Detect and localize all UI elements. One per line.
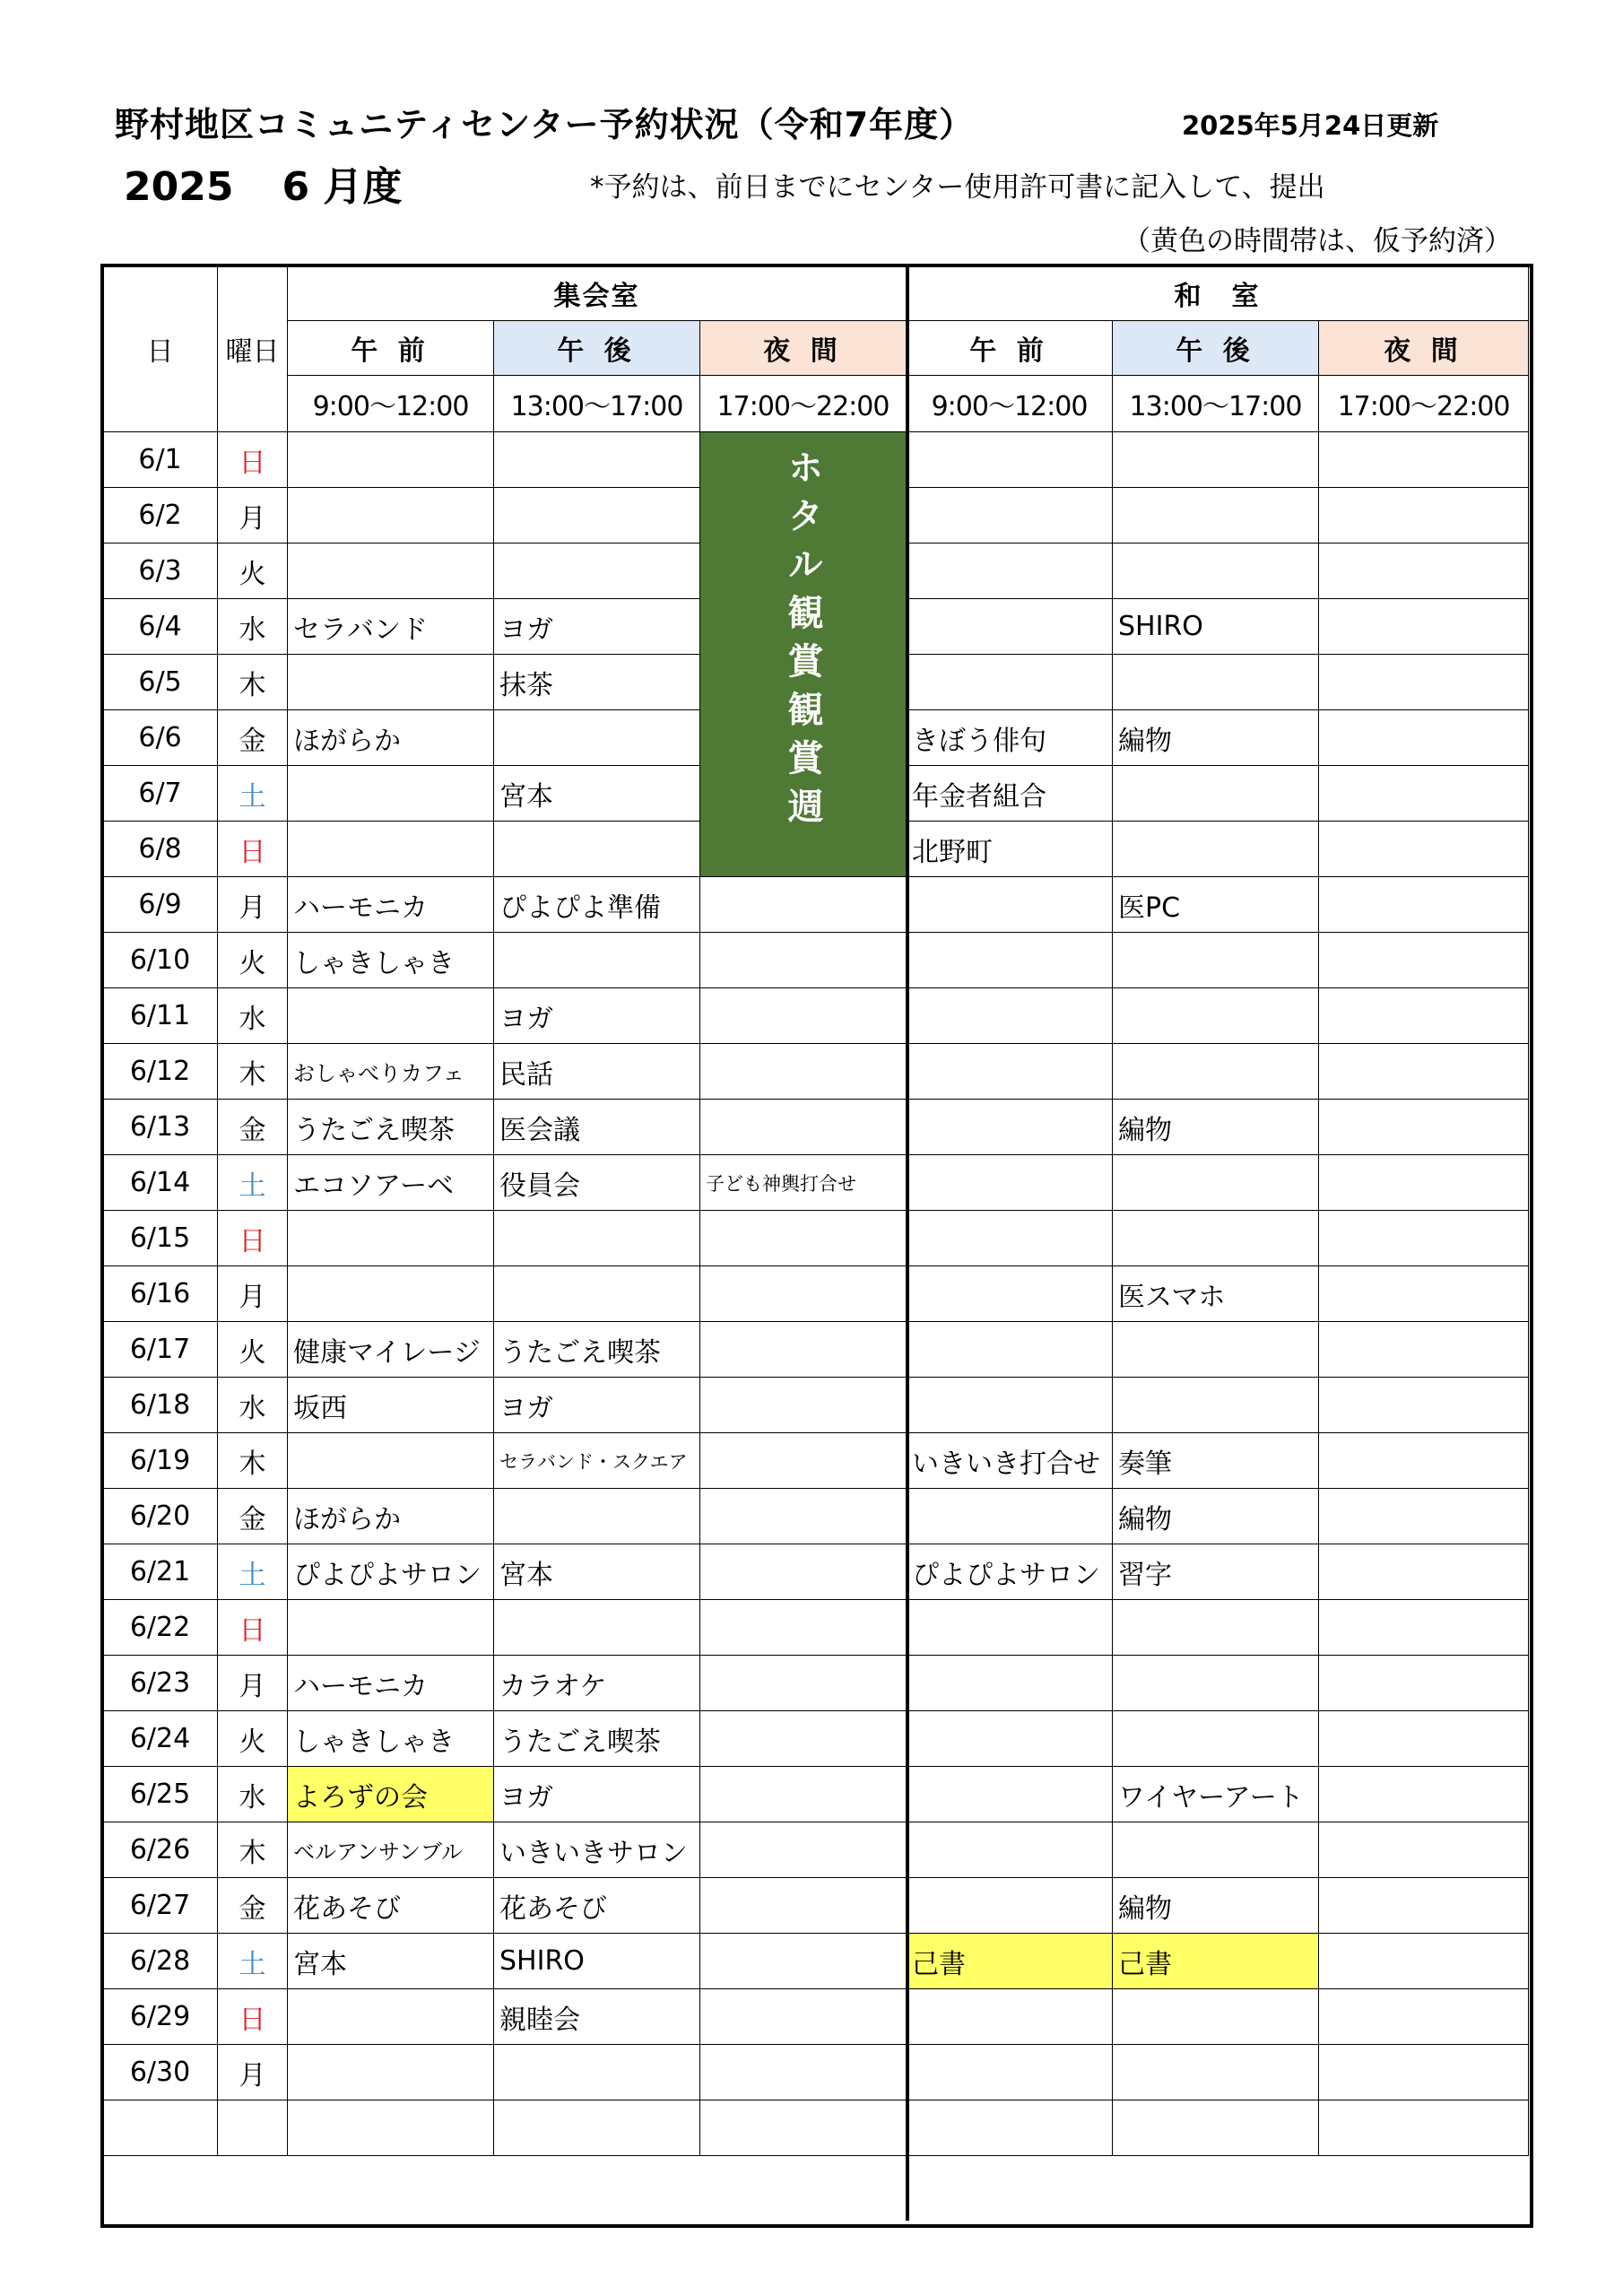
room-a-pm-cell: ヨガ bbox=[494, 988, 700, 1044]
time-a-am: 9:00～12:00 bbox=[288, 376, 494, 432]
slot-a-pm: 午 後 bbox=[494, 321, 700, 376]
table-row bbox=[103, 1767, 1529, 1822]
room-b-night-cell bbox=[1319, 432, 1529, 488]
dow-cell: 日 bbox=[218, 822, 288, 877]
room-b-pm-cell: 編物 bbox=[1113, 1100, 1319, 1155]
dow-cell: 水 bbox=[218, 1378, 288, 1433]
room-b-night-cell bbox=[1319, 1656, 1529, 1711]
room-a-pm-cell: 医会議 bbox=[494, 1100, 700, 1155]
room-a-am-cell: ハーモニカ bbox=[288, 877, 494, 933]
room-a-pm-cell: セラバンド・スクエア bbox=[494, 1433, 700, 1489]
room-b-pm-cell: 編物 bbox=[1113, 710, 1319, 766]
slot-b-am: 午 前 bbox=[907, 321, 1113, 376]
room-b-night-cell bbox=[1319, 2045, 1529, 2100]
table-row bbox=[103, 1433, 1529, 1489]
room-b-night-cell bbox=[1319, 544, 1529, 599]
room-b-am-cell bbox=[907, 1822, 1113, 1878]
room-a-pm-cell bbox=[494, 933, 700, 988]
room-b-night-cell bbox=[1319, 488, 1529, 544]
reservation-note: *予約は、前日までにセンター使用許可書に記入して、提出 bbox=[590, 171, 1325, 204]
room-b-am-cell bbox=[907, 1711, 1113, 1767]
dow-cell: 木 bbox=[218, 1044, 288, 1100]
room-b-pm-cell: 編物 bbox=[1113, 1489, 1319, 1544]
room-b-pm-cell: 編物 bbox=[1113, 1878, 1319, 1934]
dow-cell: 日 bbox=[218, 1211, 288, 1266]
date-cell: 6/24 bbox=[103, 1711, 218, 1767]
room-a-night-cell bbox=[700, 1656, 907, 1711]
room-a-pm-cell: ヨガ bbox=[494, 599, 700, 655]
room-b-night-cell bbox=[1319, 1100, 1529, 1155]
room-b-night-cell bbox=[1319, 1322, 1529, 1378]
table-row bbox=[103, 1266, 1529, 1322]
room-b-am-cell bbox=[907, 488, 1113, 544]
room-a-night-cell bbox=[700, 1266, 907, 1322]
room-b-am-cell bbox=[907, 432, 1113, 488]
room-b-pm-cell: ワイヤーアート bbox=[1113, 1767, 1319, 1822]
room-b-pm-cell bbox=[1113, 1600, 1319, 1656]
table-row bbox=[103, 1378, 1529, 1433]
room-a-am-cell bbox=[288, 1433, 494, 1489]
room-b-night-cell bbox=[1319, 2100, 1529, 2156]
room-a-night-cell bbox=[700, 877, 907, 933]
room-a-am-cell: ぴよぴよサロン bbox=[288, 1544, 494, 1600]
room-b-pm-cell bbox=[1113, 488, 1319, 544]
room-b-night-cell bbox=[1319, 1044, 1529, 1100]
room-b-pm-cell: 奏筆 bbox=[1113, 1433, 1319, 1489]
room-b-pm-cell bbox=[1113, 1044, 1319, 1100]
table-row bbox=[103, 1600, 1529, 1656]
room-b-header: 和 室 bbox=[907, 266, 1529, 321]
room-a-night-cell: 子ども神輿打合せ bbox=[700, 1155, 907, 1211]
room-a-night-cell bbox=[700, 2100, 907, 2156]
room-b-night-cell bbox=[1319, 822, 1529, 877]
header-day: 日 bbox=[103, 266, 218, 432]
room-b-am-cell bbox=[907, 1155, 1113, 1211]
date-cell: 6/20 bbox=[103, 1489, 218, 1544]
dow-cell: 金 bbox=[218, 1878, 288, 1934]
table-row bbox=[103, 1989, 1529, 2045]
room-b-pm-cell bbox=[1113, 1322, 1319, 1378]
room-a-am-cell bbox=[288, 544, 494, 599]
date-cell: 6/6 bbox=[103, 710, 218, 766]
room-b-night-cell bbox=[1319, 1934, 1529, 1989]
room-a-am-cell bbox=[288, 1600, 494, 1656]
updated-date: 2025年5月24日更新 bbox=[1182, 110, 1439, 141]
room-a-pm-cell bbox=[494, 432, 700, 488]
room-b-am-cell bbox=[907, 1656, 1113, 1711]
dow-cell: 木 bbox=[218, 1433, 288, 1489]
table-row bbox=[103, 1878, 1529, 1934]
room-a-night-cell bbox=[700, 1767, 907, 1822]
room-a-pm-cell: 抹茶 bbox=[494, 655, 700, 710]
table-row bbox=[103, 1489, 1529, 1544]
table-row bbox=[103, 1211, 1529, 1266]
room-a-pm-cell: ぴよぴよ準備 bbox=[494, 877, 700, 933]
room-b-night-cell bbox=[1319, 710, 1529, 766]
room-b-am-cell: きぼう俳句 bbox=[907, 710, 1113, 766]
table-row bbox=[103, 1322, 1529, 1378]
table-row bbox=[103, 2100, 1529, 2156]
dow-cell: 土 bbox=[218, 766, 288, 822]
date-cell: 6/21 bbox=[103, 1544, 218, 1600]
table-row bbox=[103, 432, 1529, 488]
room-a-pm-cell: 宮本 bbox=[494, 1544, 700, 1600]
room-b-night-cell bbox=[1319, 1600, 1529, 1656]
date-cell: 6/18 bbox=[103, 1378, 218, 1433]
dow-cell: 金 bbox=[218, 710, 288, 766]
yellow-note: （黄色の時間帯は、仮予約済） bbox=[1123, 225, 1512, 257]
event-label: ホタル観賞観賞週 bbox=[782, 448, 823, 836]
date-cell: 6/3 bbox=[103, 544, 218, 599]
room-a-pm-cell bbox=[494, 544, 700, 599]
room-b-pm-cell bbox=[1113, 766, 1319, 822]
room-a-am-cell: 健康マイレージ bbox=[288, 1322, 494, 1378]
time-b-am: 9:00～12:00 bbox=[907, 376, 1113, 432]
room-a-pm-cell: 役員会 bbox=[494, 1155, 700, 1211]
room-b-am-cell bbox=[907, 1489, 1113, 1544]
table-row bbox=[103, 877, 1529, 933]
dow-cell: 月 bbox=[218, 1656, 288, 1711]
room-a-pm-cell: SHIRO bbox=[494, 1934, 700, 1989]
room-a-pm-cell bbox=[494, 1489, 700, 1544]
room-b-am-cell: 北野町 bbox=[907, 822, 1113, 877]
dow-cell: 火 bbox=[218, 933, 288, 988]
room-a-pm-cell bbox=[494, 1266, 700, 1322]
room-b-pm-cell bbox=[1113, 2045, 1319, 2100]
date-cell: 6/17 bbox=[103, 1322, 218, 1378]
room-b-pm-cell bbox=[1113, 544, 1319, 599]
room-b-am-cell bbox=[907, 599, 1113, 655]
room-a-am-cell: ほがらか bbox=[288, 710, 494, 766]
room-b-night-cell bbox=[1319, 599, 1529, 655]
dow-cell: 月 bbox=[218, 877, 288, 933]
room-a-am-cell: 宮本 bbox=[288, 1934, 494, 1989]
room-a-am-cell: エコソアーベ bbox=[288, 1155, 494, 1211]
room-b-pm-cell bbox=[1113, 655, 1319, 710]
room-b-pm-cell bbox=[1113, 432, 1319, 488]
dow-cell: 木 bbox=[218, 1822, 288, 1878]
room-a-pm-cell: ヨガ bbox=[494, 1378, 700, 1433]
room-b-am-cell bbox=[907, 1878, 1113, 1934]
room-b-pm-cell: SHIRO bbox=[1113, 599, 1319, 655]
dow-cell: 火 bbox=[218, 544, 288, 599]
room-a-am-cell: おしゃべりカフェ bbox=[288, 1044, 494, 1100]
date-cell: 6/29 bbox=[103, 1989, 218, 2045]
room-a-am-cell: ほがらか bbox=[288, 1489, 494, 1544]
room-b-pm-cell bbox=[1113, 1656, 1319, 1711]
dow-cell: 水 bbox=[218, 599, 288, 655]
room-a-am-cell bbox=[288, 2045, 494, 2100]
room-b-night-cell bbox=[1319, 1211, 1529, 1266]
room-b-pm-cell: 己書 bbox=[1113, 1934, 1319, 1989]
event-block bbox=[700, 432, 907, 877]
room-a-am-cell: 坂西 bbox=[288, 1378, 494, 1433]
room-b-night-cell bbox=[1319, 1489, 1529, 1544]
room-b-am-cell bbox=[907, 2100, 1113, 2156]
date-cell: 6/7 bbox=[103, 766, 218, 822]
room-b-night-cell bbox=[1319, 766, 1529, 822]
date-cell: 6/14 bbox=[103, 1155, 218, 1211]
room-b-night-cell bbox=[1319, 1989, 1529, 2045]
room-a-pm-cell bbox=[494, 1600, 700, 1656]
date-cell: 6/9 bbox=[103, 877, 218, 933]
room-b-am-cell bbox=[907, 1322, 1113, 1378]
room-b-am-cell bbox=[907, 988, 1113, 1044]
month-label: 6 月度 bbox=[282, 164, 403, 210]
date-cell: 6/25 bbox=[103, 1767, 218, 1822]
room-b-pm-cell bbox=[1113, 1822, 1319, 1878]
room-a-night-cell bbox=[700, 1433, 907, 1489]
room-a-night-cell bbox=[700, 988, 907, 1044]
room-a-pm-cell: 宮本 bbox=[494, 766, 700, 822]
room-b-am-cell: 己書 bbox=[907, 1934, 1113, 1989]
dow-cell: 日 bbox=[218, 432, 288, 488]
room-b-night-cell bbox=[1319, 1155, 1529, 1211]
room-b-am-cell: いきいき打合せ bbox=[907, 1433, 1113, 1489]
date-cell: 6/30 bbox=[103, 2045, 218, 2100]
room-a-night-cell bbox=[700, 2045, 907, 2100]
room-b-pm-cell bbox=[1113, 988, 1319, 1044]
room-b-am-cell bbox=[907, 1266, 1113, 1322]
room-a-night-cell bbox=[700, 933, 907, 988]
date-cell: 6/2 bbox=[103, 488, 218, 544]
time-a-pm: 13:00～17:00 bbox=[494, 376, 700, 432]
room-b-pm-cell: 習字 bbox=[1113, 1544, 1319, 1600]
room-a-night-cell bbox=[700, 1211, 907, 1266]
table-row bbox=[103, 1044, 1529, 1100]
dow-cell: 日 bbox=[218, 1600, 288, 1656]
table-row bbox=[103, 1656, 1529, 1711]
room-a-pm-cell bbox=[494, 2100, 700, 2156]
slot-b-night: 夜 間 bbox=[1319, 321, 1529, 376]
room-b-night-cell bbox=[1319, 988, 1529, 1044]
room-a-am-cell bbox=[288, 1989, 494, 2045]
date-cell: 6/13 bbox=[103, 1100, 218, 1155]
room-b-am-cell bbox=[907, 1378, 1113, 1433]
room-a-am-cell: しゃきしゃき bbox=[288, 1711, 494, 1767]
date-cell bbox=[103, 2100, 218, 2156]
room-b-night-cell bbox=[1319, 1544, 1529, 1600]
room-b-night-cell bbox=[1319, 1767, 1529, 1822]
room-a-pm-cell: ヨガ bbox=[494, 1767, 700, 1822]
room-a-night-cell bbox=[700, 1934, 907, 1989]
room-b-am-cell bbox=[907, 1767, 1113, 1822]
room-b-pm-cell: 医PC bbox=[1113, 877, 1319, 933]
dow-cell: 月 bbox=[218, 1266, 288, 1322]
room-a-night-cell bbox=[700, 1544, 907, 1600]
room-a-night-cell bbox=[700, 1322, 907, 1378]
dow-cell: 月 bbox=[218, 2045, 288, 2100]
room-b-am-cell bbox=[907, 544, 1113, 599]
date-cell: 6/19 bbox=[103, 1433, 218, 1489]
date-cell: 6/1 bbox=[103, 432, 218, 488]
slot-a-night: 夜 間 bbox=[700, 321, 907, 376]
dow-cell: 月 bbox=[218, 488, 288, 544]
room-a-am-cell: 花あそび bbox=[288, 1878, 494, 1934]
table-row bbox=[103, 988, 1529, 1044]
room-a-pm-cell: うたごえ喫茶 bbox=[494, 1711, 700, 1767]
room-b-night-cell bbox=[1319, 655, 1529, 710]
room-b-am-cell bbox=[907, 1044, 1113, 1100]
room-a-am-cell bbox=[288, 1211, 494, 1266]
room-b-night-cell bbox=[1319, 1822, 1529, 1878]
room-a-pm-cell: いきいきサロン bbox=[494, 1822, 700, 1878]
room-a-am-cell: うたごえ喫茶 bbox=[288, 1100, 494, 1155]
room-a-pm-cell bbox=[494, 822, 700, 877]
room-a-am-cell bbox=[288, 766, 494, 822]
dow-cell: 土 bbox=[218, 1544, 288, 1600]
date-cell: 6/5 bbox=[103, 655, 218, 710]
room-b-am-cell: 年金者組合 bbox=[907, 766, 1113, 822]
dow-cell: 木 bbox=[218, 655, 288, 710]
date-cell: 6/28 bbox=[103, 1934, 218, 1989]
room-b-pm-cell bbox=[1113, 1378, 1319, 1433]
dow-cell: 水 bbox=[218, 1767, 288, 1822]
date-cell: 6/16 bbox=[103, 1266, 218, 1322]
table-row bbox=[103, 1934, 1529, 1989]
room-a-night-cell bbox=[700, 1044, 907, 1100]
date-cell: 6/22 bbox=[103, 1600, 218, 1656]
room-a-am-cell bbox=[288, 488, 494, 544]
time-b-night: 17:00～22:00 bbox=[1319, 376, 1529, 432]
room-a-night-cell bbox=[700, 1100, 907, 1155]
slot-b-pm: 午 後 bbox=[1113, 321, 1319, 376]
room-b-am-cell bbox=[907, 877, 1113, 933]
room-b-night-cell bbox=[1319, 1711, 1529, 1767]
room-b-night-cell bbox=[1319, 1878, 1529, 1934]
room-a-am-cell bbox=[288, 2100, 494, 2156]
room-a-am-cell bbox=[288, 655, 494, 710]
time-b-pm: 13:00～17:00 bbox=[1113, 376, 1319, 432]
room-a-header: 集会室 bbox=[288, 266, 907, 321]
room-b-pm-cell bbox=[1113, 2100, 1319, 2156]
room-a-night-cell bbox=[700, 1711, 907, 1767]
room-a-am-cell: しゃきしゃき bbox=[288, 933, 494, 988]
table-row bbox=[103, 1544, 1529, 1600]
room-b-night-cell bbox=[1319, 1433, 1529, 1489]
header-dow: 曜日 bbox=[218, 266, 288, 432]
room-a-night-cell bbox=[700, 1489, 907, 1544]
slot-a-am: 午 前 bbox=[288, 321, 494, 376]
room-a-night-cell bbox=[700, 1378, 907, 1433]
dow-cell: 土 bbox=[218, 1155, 288, 1211]
room-b-am-cell bbox=[907, 1989, 1113, 2045]
dow-cell: 火 bbox=[218, 1711, 288, 1767]
table-row bbox=[103, 1711, 1529, 1767]
room-a-pm-cell: 親睦会 bbox=[494, 1989, 700, 2045]
dow-cell bbox=[218, 2100, 288, 2156]
room-a-pm-cell bbox=[494, 2045, 700, 2100]
room-b-pm-cell bbox=[1113, 933, 1319, 988]
year-label: 2025 bbox=[124, 164, 234, 210]
room-b-pm-cell bbox=[1113, 1211, 1319, 1266]
reservation-table bbox=[102, 265, 1529, 2156]
dow-cell: 金 bbox=[218, 1489, 288, 1544]
dow-cell: 金 bbox=[218, 1100, 288, 1155]
table-row bbox=[103, 1100, 1529, 1155]
date-cell: 6/23 bbox=[103, 1656, 218, 1711]
room-a-night-cell bbox=[700, 1878, 907, 1934]
room-b-night-cell bbox=[1319, 877, 1529, 933]
room-a-am-cell bbox=[288, 988, 494, 1044]
date-cell: 6/10 bbox=[103, 933, 218, 988]
date-cell: 6/15 bbox=[103, 1211, 218, 1266]
date-cell: 6/11 bbox=[103, 988, 218, 1044]
date-cell: 6/12 bbox=[103, 1044, 218, 1100]
room-a-pm-cell: 花あそび bbox=[494, 1878, 700, 1934]
dow-cell: 土 bbox=[218, 1934, 288, 1989]
room-b-am-cell: ぴよぴよサロン bbox=[907, 1544, 1113, 1600]
room-a-am-cell bbox=[288, 432, 494, 488]
room-a-pm-cell: 民話 bbox=[494, 1044, 700, 1100]
room-b-am-cell bbox=[907, 2045, 1113, 2100]
dow-cell: 火 bbox=[218, 1322, 288, 1378]
date-cell: 6/8 bbox=[103, 822, 218, 877]
room-b-pm-cell bbox=[1113, 1155, 1319, 1211]
room-b-night-cell bbox=[1319, 933, 1529, 988]
room-b-night-cell bbox=[1319, 1266, 1529, 1322]
table-row bbox=[103, 933, 1529, 988]
room-b-am-cell bbox=[907, 933, 1113, 988]
room-a-pm-cell bbox=[494, 488, 700, 544]
room-a-pm-cell bbox=[494, 1211, 700, 1266]
room-b-pm-cell bbox=[1113, 1711, 1319, 1767]
room-a-night-cell bbox=[700, 1600, 907, 1656]
page-title: 野村地区コミュニティセンター予約状況（令和7年度） bbox=[115, 105, 975, 144]
room-a-pm-cell: うたごえ喫茶 bbox=[494, 1322, 700, 1378]
room-b-am-cell bbox=[907, 1100, 1113, 1155]
room-b-night-cell bbox=[1319, 1378, 1529, 1433]
room-b-pm-cell: 医スマホ bbox=[1113, 1266, 1319, 1322]
room-a-am-cell: ハーモニカ bbox=[288, 1656, 494, 1711]
time-a-night: 17:00～22:00 bbox=[700, 376, 907, 432]
date-cell: 6/4 bbox=[103, 599, 218, 655]
date-cell: 6/27 bbox=[103, 1878, 218, 1934]
table-row bbox=[103, 1155, 1529, 1211]
room-b-am-cell bbox=[907, 1600, 1113, 1656]
dow-cell: 日 bbox=[218, 1989, 288, 2045]
room-a-am-cell: よろずの会 bbox=[288, 1767, 494, 1822]
room-a-pm-cell: カラオケ bbox=[494, 1656, 700, 1711]
month-heading bbox=[124, 154, 402, 212]
room-a-am-cell bbox=[288, 822, 494, 877]
table-row bbox=[103, 1822, 1529, 1878]
table-row bbox=[103, 2045, 1529, 2100]
room-a-pm-cell bbox=[494, 710, 700, 766]
date-cell: 6/26 bbox=[103, 1822, 218, 1878]
room-a-am-cell: ベルアンサンブル bbox=[288, 1822, 494, 1878]
room-a-night-cell bbox=[700, 1989, 907, 2045]
room-b-am-cell bbox=[907, 655, 1113, 710]
room-a-am-cell bbox=[288, 1266, 494, 1322]
room-a-night-cell bbox=[700, 1822, 907, 1878]
room-b-am-cell bbox=[907, 1211, 1113, 1266]
room-a-am-cell: セラバンド bbox=[288, 599, 494, 655]
room-b-pm-cell bbox=[1113, 1989, 1319, 2045]
dow-cell: 水 bbox=[218, 988, 288, 1044]
room-b-pm-cell bbox=[1113, 822, 1319, 877]
